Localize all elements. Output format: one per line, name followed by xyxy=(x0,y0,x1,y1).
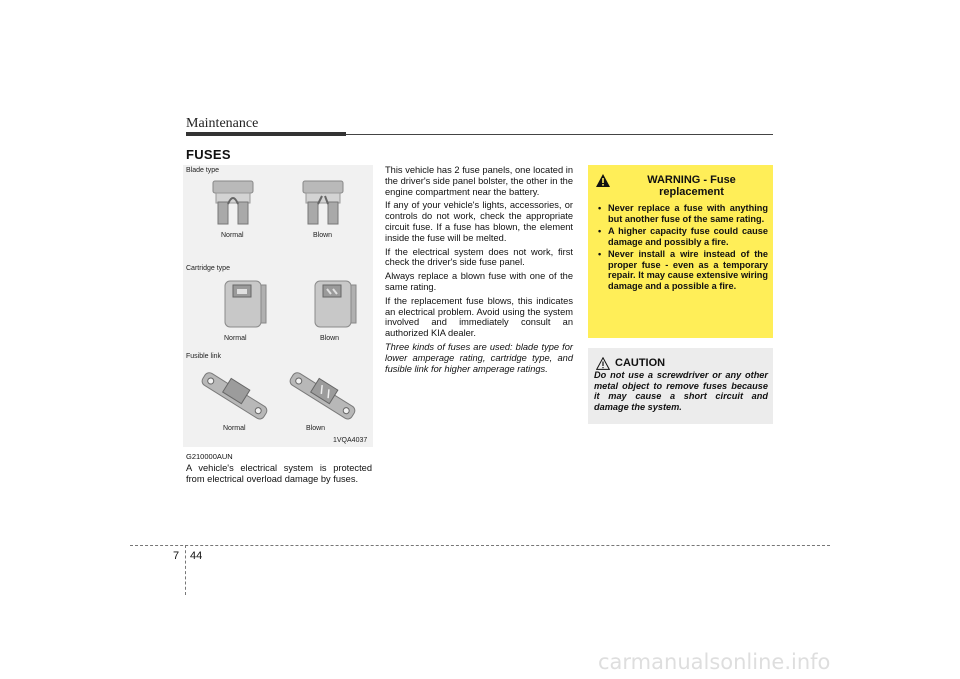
fusible-link-label: Fusible link xyxy=(186,353,222,360)
warning-item: • A higher capacity fuse could cause damage and possibly a fire. xyxy=(592,226,768,247)
warning-triangle-icon xyxy=(596,174,610,187)
chapter-number: 7 xyxy=(173,550,180,562)
paragraph-replacement-blows: If the replacement fuse blows, this indicates an electrical problem. Avoid using the system involved and immediately consult an authorized KIA dealer. xyxy=(385,295,573,339)
fusible-normal-caption: Normal xyxy=(223,425,246,432)
intro-paragraph: A vehicle's electrical system is protected from electrical overload damage by fuses. xyxy=(186,463,372,484)
cartridge-normal-caption: Normal xyxy=(224,335,247,342)
image-code: 1VQA4037 xyxy=(333,437,368,444)
warning-item: • Never install a wire instead of the proper fuse - even as a temporary repair. It may cause extensive wiring damage and a possible a fire. xyxy=(592,249,768,291)
cartridge-fuse-normal-illustration xyxy=(219,275,269,333)
paragraph-electrical-system: If the electrical system does not work, first check the driver's side fuse panel. xyxy=(385,246,573,268)
section-title: FUSES xyxy=(186,147,231,162)
warning-list xyxy=(592,203,768,293)
caution-text: Do not use a screwdriver or any other metal object to remove fuses because it may cause a short circuit and damage the system. xyxy=(594,370,768,412)
fusible-blown-caption: Blown xyxy=(306,425,326,432)
fuse-figure xyxy=(183,165,373,447)
page-number: 44 xyxy=(190,550,203,562)
footer-vertical-divider xyxy=(185,545,186,595)
blade-type-label: Blade type xyxy=(186,167,220,174)
header-rule-accent xyxy=(186,132,346,136)
footer-divider xyxy=(130,545,830,546)
cartridge-fuse-blown-illustration xyxy=(309,275,359,333)
paragraph-check-fuse: If any of your vehicle's lights, accessories, or controls do not work, check the appropriate circuit fuse. If a fuse has blown, the element inside the fuse will be melted. xyxy=(385,200,573,243)
caution-box xyxy=(588,348,773,424)
page-header-title: Maintenance xyxy=(186,116,259,131)
blade-fuse-normal-illustration xyxy=(208,178,258,228)
warning-title: WARNING - Fuse replacement xyxy=(647,174,736,198)
fusible-link-normal-illustration xyxy=(195,365,275,425)
fusible-link-blown-illustration xyxy=(283,365,363,425)
reference-code: G210000AUN xyxy=(186,452,233,461)
blade-blown-caption: Blown xyxy=(313,232,333,239)
caution-triangle-icon xyxy=(596,357,610,370)
cartridge-type-label: Cartridge type xyxy=(186,265,230,272)
warning-box xyxy=(588,165,773,338)
paragraph-fuse-kinds: Three kinds of fuses are used: blade type for lower amperage rating, cartridge type, and fusible link for higher amperage ratings. xyxy=(385,341,573,374)
cartridge-blown-caption: Blown xyxy=(320,335,340,342)
paragraph-replace-rating: Always replace a blown fuse with one of the same rating. xyxy=(385,271,573,292)
watermark: carmanualsonline.info xyxy=(598,650,831,674)
caution-title: CAUTION xyxy=(615,357,666,369)
warning-item: • Never replace a fuse with anything but another fuse of the same rating. xyxy=(592,203,768,224)
paragraph-fuse-panels: This vehicle has 2 fuse panels, one located in the driver's side panel bolster, the other in the engine compartment near the battery. xyxy=(385,165,573,197)
fuse-description-column xyxy=(385,165,573,377)
blade-normal-caption: Normal xyxy=(221,232,244,239)
blade-fuse-blown-illustration xyxy=(298,178,348,228)
